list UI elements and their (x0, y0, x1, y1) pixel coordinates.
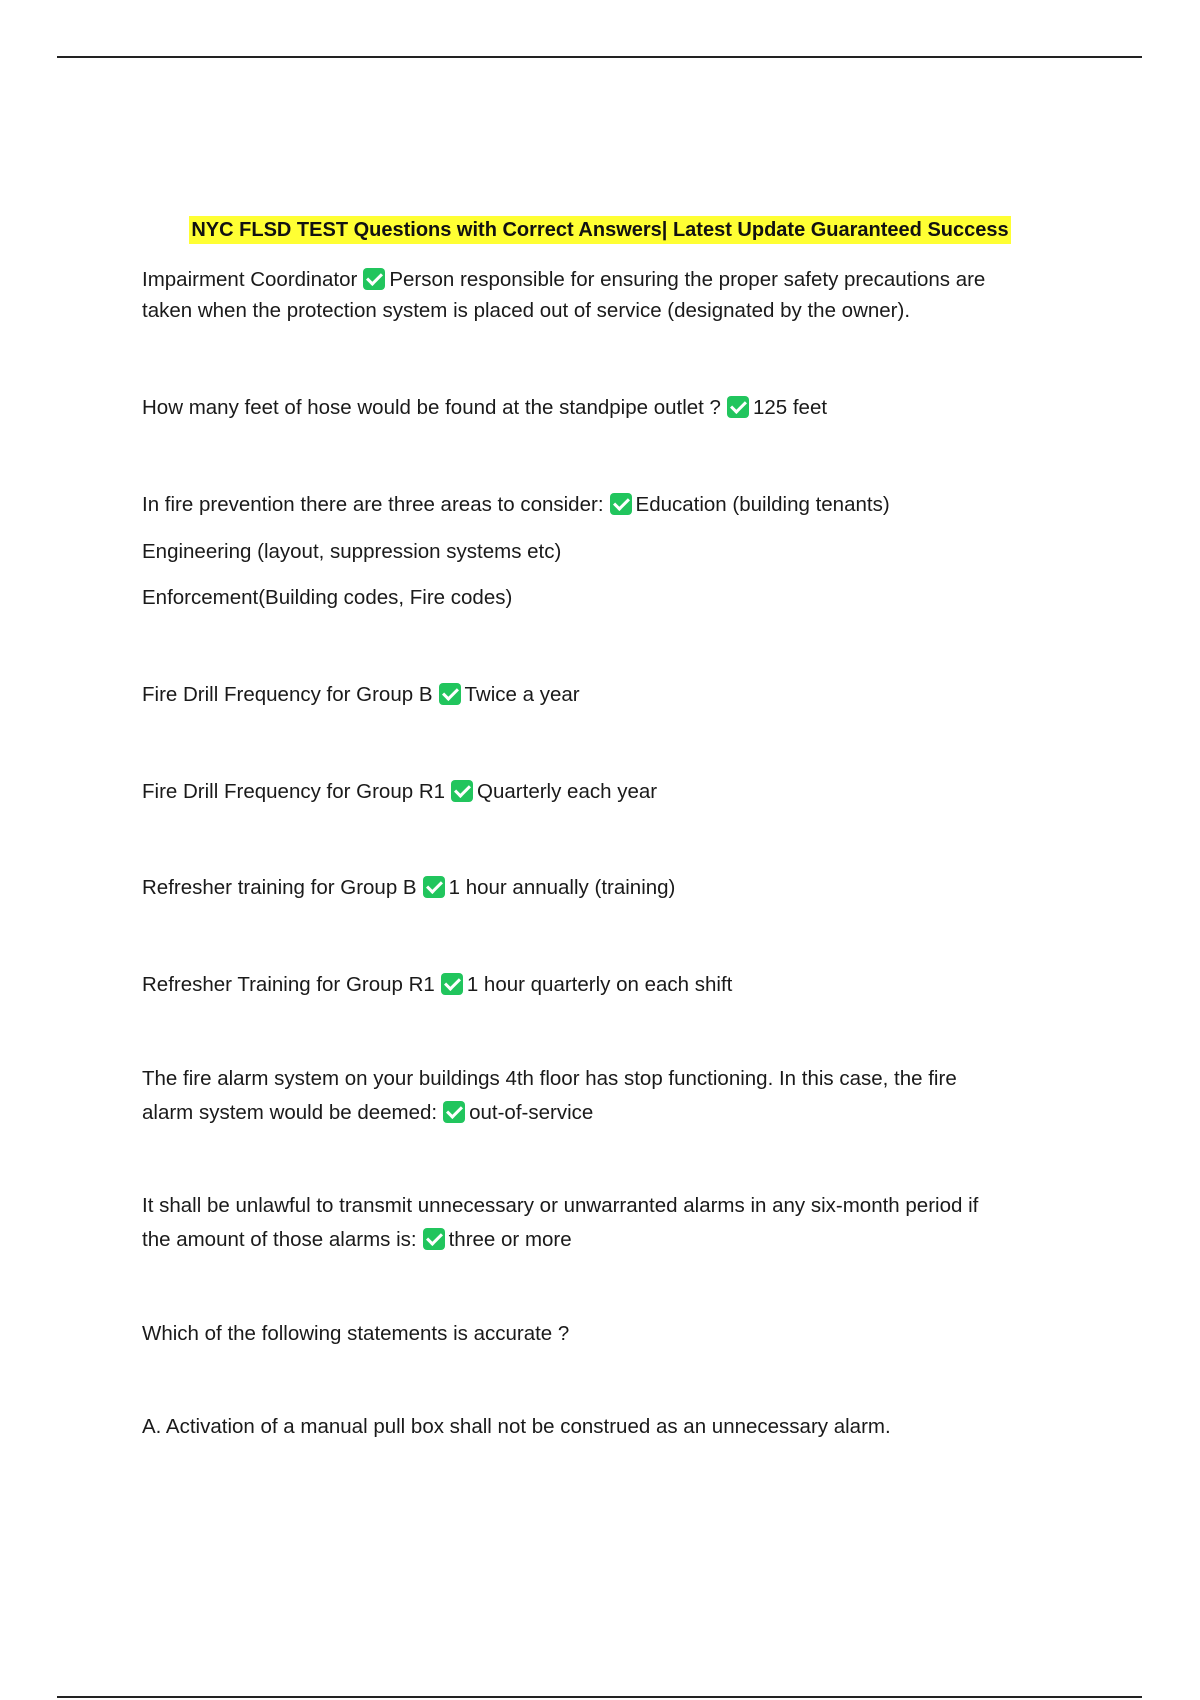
check-icon (610, 493, 632, 515)
question-text: alarm system would be deemed: (142, 1101, 438, 1124)
title-block (0, 216, 1200, 244)
question-text: the amount of those alarms is: (142, 1228, 417, 1251)
qa-item (142, 392, 1082, 424)
qa-item (142, 969, 1082, 1001)
answer-text: Twice a year (464, 683, 580, 706)
top-rule (57, 56, 1142, 58)
question-text: How many feet of hose would be found at the standpipe outlet ? (142, 396, 721, 419)
check-icon (423, 876, 445, 898)
question-text: It shall be unlawful to transmit unnecessary or unwarranted alarms in any six-month period if (142, 1194, 979, 1217)
question-text: Which of the following statements is accurate ? (142, 1322, 570, 1345)
qa-item (142, 1063, 1082, 1095)
qa-item (142, 679, 1082, 711)
question-text: In fire prevention there are three areas to consider: (142, 493, 604, 516)
answer-text: 1 hour quarterly on each shift (466, 973, 733, 996)
check-icon (441, 973, 463, 995)
bottom-rule (57, 1696, 1142, 1698)
qa-item (142, 1318, 1082, 1350)
answer-text: Enforcement(Building codes, Fire codes) (142, 586, 513, 609)
qa-item-continuation (142, 1097, 1082, 1129)
answer-continuation (142, 582, 1082, 614)
question-text: Fire Drill Frequency for Group B (142, 683, 433, 706)
qa-item (142, 1411, 1082, 1443)
question-text: Refresher training for Group B (142, 876, 417, 899)
question-text: A. Activation of a manual pull box shall not be construed as an unnecessary alarm. (142, 1415, 891, 1438)
question-text: The fire alarm system on your buildings 4th floor has stop functioning. In this case, the fire (142, 1067, 957, 1090)
answer-text: out-of-service (469, 1101, 594, 1124)
qa-item (142, 1190, 1082, 1222)
question-text: Impairment Coordinator (142, 268, 358, 291)
qa-item (142, 264, 1082, 296)
check-icon (443, 1101, 465, 1123)
qa-item-continuation (142, 1224, 1082, 1256)
answer-text: Engineering (layout, suppression systems etc) (142, 540, 562, 563)
qa-item (142, 872, 1082, 904)
check-icon (363, 268, 385, 290)
qa-item (142, 489, 1082, 521)
answer-continuation (142, 536, 1082, 568)
answer-text: Education (building tenants) (635, 493, 890, 516)
qa-item (142, 776, 1082, 808)
answer-text: 1 hour annually (training) (448, 876, 676, 899)
check-icon (423, 1228, 445, 1250)
answer-text: three or more (448, 1228, 572, 1251)
question-text: Fire Drill Frequency for Group R1 (142, 780, 446, 803)
check-icon (439, 683, 461, 705)
check-icon (451, 780, 473, 802)
check-icon (727, 396, 749, 418)
answer-text: taken when the protection system is placed out of service (designated by the owner). (142, 299, 911, 322)
answer-text: Person responsible for ensuring the proper safety precautions are (389, 268, 986, 291)
question-text: Refresher Training for Group R1 (142, 973, 435, 996)
answer-text: Quarterly each year (477, 780, 658, 803)
answer-continuation (142, 295, 1082, 327)
answer-text: 125 feet (752, 396, 828, 419)
document-title: NYC FLSD TEST Questions with Correct Answers| Latest Update Guaranteed Success (189, 216, 1010, 244)
